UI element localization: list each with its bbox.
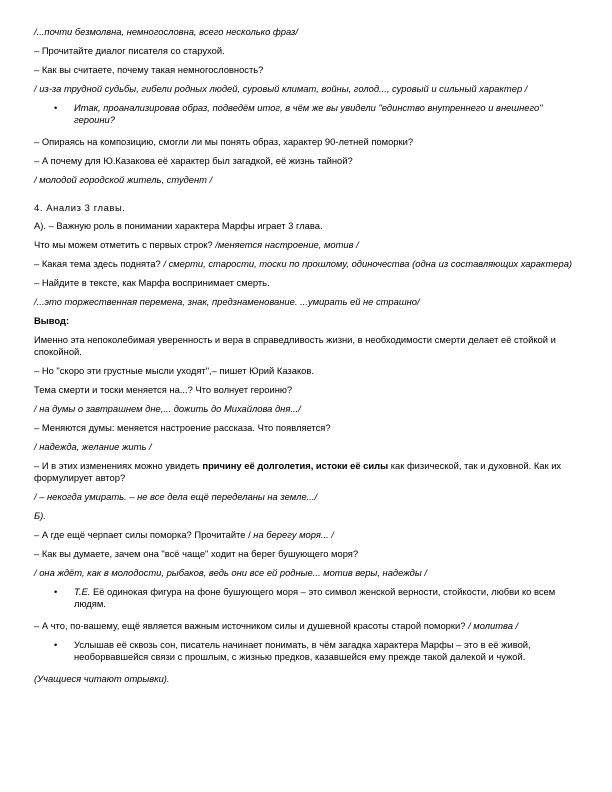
text-span: / смерти, старости, тоски по прошлому, одиночества (одна из составляющих характера) (163, 258, 573, 269)
text-line: – А почему для Ю.Казакова её характер был загадкой, её жизнь тайной? (34, 155, 353, 166)
conclusion-label: Вывод: (34, 315, 70, 326)
document-page (34, 26, 582, 692)
text-line: – Меняются думы: меняется настроение рассказа. Что появляется? (34, 422, 331, 433)
bullet-icon: • (54, 639, 58, 650)
text-line (34, 239, 582, 251)
text-line: / она ждёт, как в молодости, рыбаков, ведь они все ей родные... мотив веры, надежды / (34, 567, 427, 578)
text-line (34, 258, 582, 270)
text-span: как физической, так и духовной. Как их формулирует автор? (34, 460, 562, 483)
text-line: Б). (34, 510, 46, 521)
bullet-text: Итак, проанализировав образ, подведём итог, в чём же вы увидели "единство внутреннего и внешнего" героини? (74, 102, 543, 125)
bullet-text: Её одинокая фигура на фоне бушующего моря – это символ женской верности, стойкости, любви ко всем людям. (74, 586, 556, 609)
text-line: /...почти безмолвна, немногословна, всего несколько фраз/ (34, 26, 298, 37)
bullet-item (34, 639, 582, 663)
text-line: – Как вы считаете, почему такая немногословность? (34, 64, 264, 75)
bullet-item (34, 102, 582, 126)
text-line: (Учащиеся читают отрывки). (34, 673, 170, 684)
text-span: /меняется настроение, мотив / (215, 239, 359, 250)
bullet-text: Т.Е. (74, 586, 91, 597)
text-line: А). – Важную роль в понимании характера Марфы играет 3 глава. (34, 220, 323, 231)
text-span: причину её долголетия, истоки её силы (202, 460, 389, 471)
text-line: – Опираясь на композицию, смогли ли мы понять образ, характер 90-летней поморки? (34, 136, 414, 147)
text-line: – Найдите в тексте, как Марфа воспринимает смерть. (34, 277, 270, 288)
section-heading: 4. Анализ 3 главы. (34, 202, 126, 213)
text-line (34, 620, 582, 632)
bullet-icon: • (54, 586, 58, 597)
bullet-icon: • (54, 102, 58, 113)
text-span: на берегу моря... / (253, 529, 334, 540)
text-line (34, 529, 582, 541)
text-line (34, 460, 582, 484)
text-span: – Какая тема здесь поднята? (34, 258, 164, 269)
text-line: /...это торжественная перемена, знак, предзнаменование. ...умирать ей не страшно/ (34, 296, 420, 307)
text-line: – Прочитайте диалог писателя со старухой. (34, 45, 225, 56)
text-span: – А где ещё черпает силы поморка? Прочитайте / (34, 529, 254, 540)
bullet-item (34, 586, 582, 610)
text-line: / – некогда умирать. – не все дела ещё переделаны на земле.../ (34, 491, 318, 502)
text-line: / из-за трудной судьбы, гибели родных людей, суровый климат, войны, голод..., суровый и сильный характер / (34, 83, 528, 94)
text-line: / надежда, желание жить / (34, 441, 152, 452)
text-line: – Как вы думаете, зачем она "всё чаще" ходит на берег бушующего моря? (34, 548, 359, 559)
text-line: Именно эта непоколебимая уверенность и вера в справедливость жизни, в необходимости смерти делает её стойкой и спокойной. (34, 334, 556, 357)
text-span: – И в этих изменениях можно увидеть (34, 460, 203, 471)
text-line: / на думы о завтрашнем дне,... дожить до Михайлова дня.../ (34, 403, 301, 414)
text-line: Тема смерти и тоски меняется на...? Что волнует героиню? (34, 384, 293, 395)
text-span: – А что, по-вашему, ещё является важным источником силы и душевной красоты старой поморки? (34, 620, 469, 631)
text-span: Что мы можем отметить с первых строк? (34, 239, 216, 250)
text-line: / молодой городской житель, студент / (34, 174, 213, 185)
text-span: / молитва / (468, 620, 519, 631)
bullet-text: Услышав её сквозь сон, писатель начинает понимать, в чём загадка характера Марфы – это в её живой, необорвавшейся связи с прошлым, с жизнью предков, казавшейся ему прежде такой далекой и чужой. (74, 639, 531, 662)
text-line: – Но "скоро эти грустные мысли уходят",– пишет Юрий Казаков. (34, 365, 314, 376)
